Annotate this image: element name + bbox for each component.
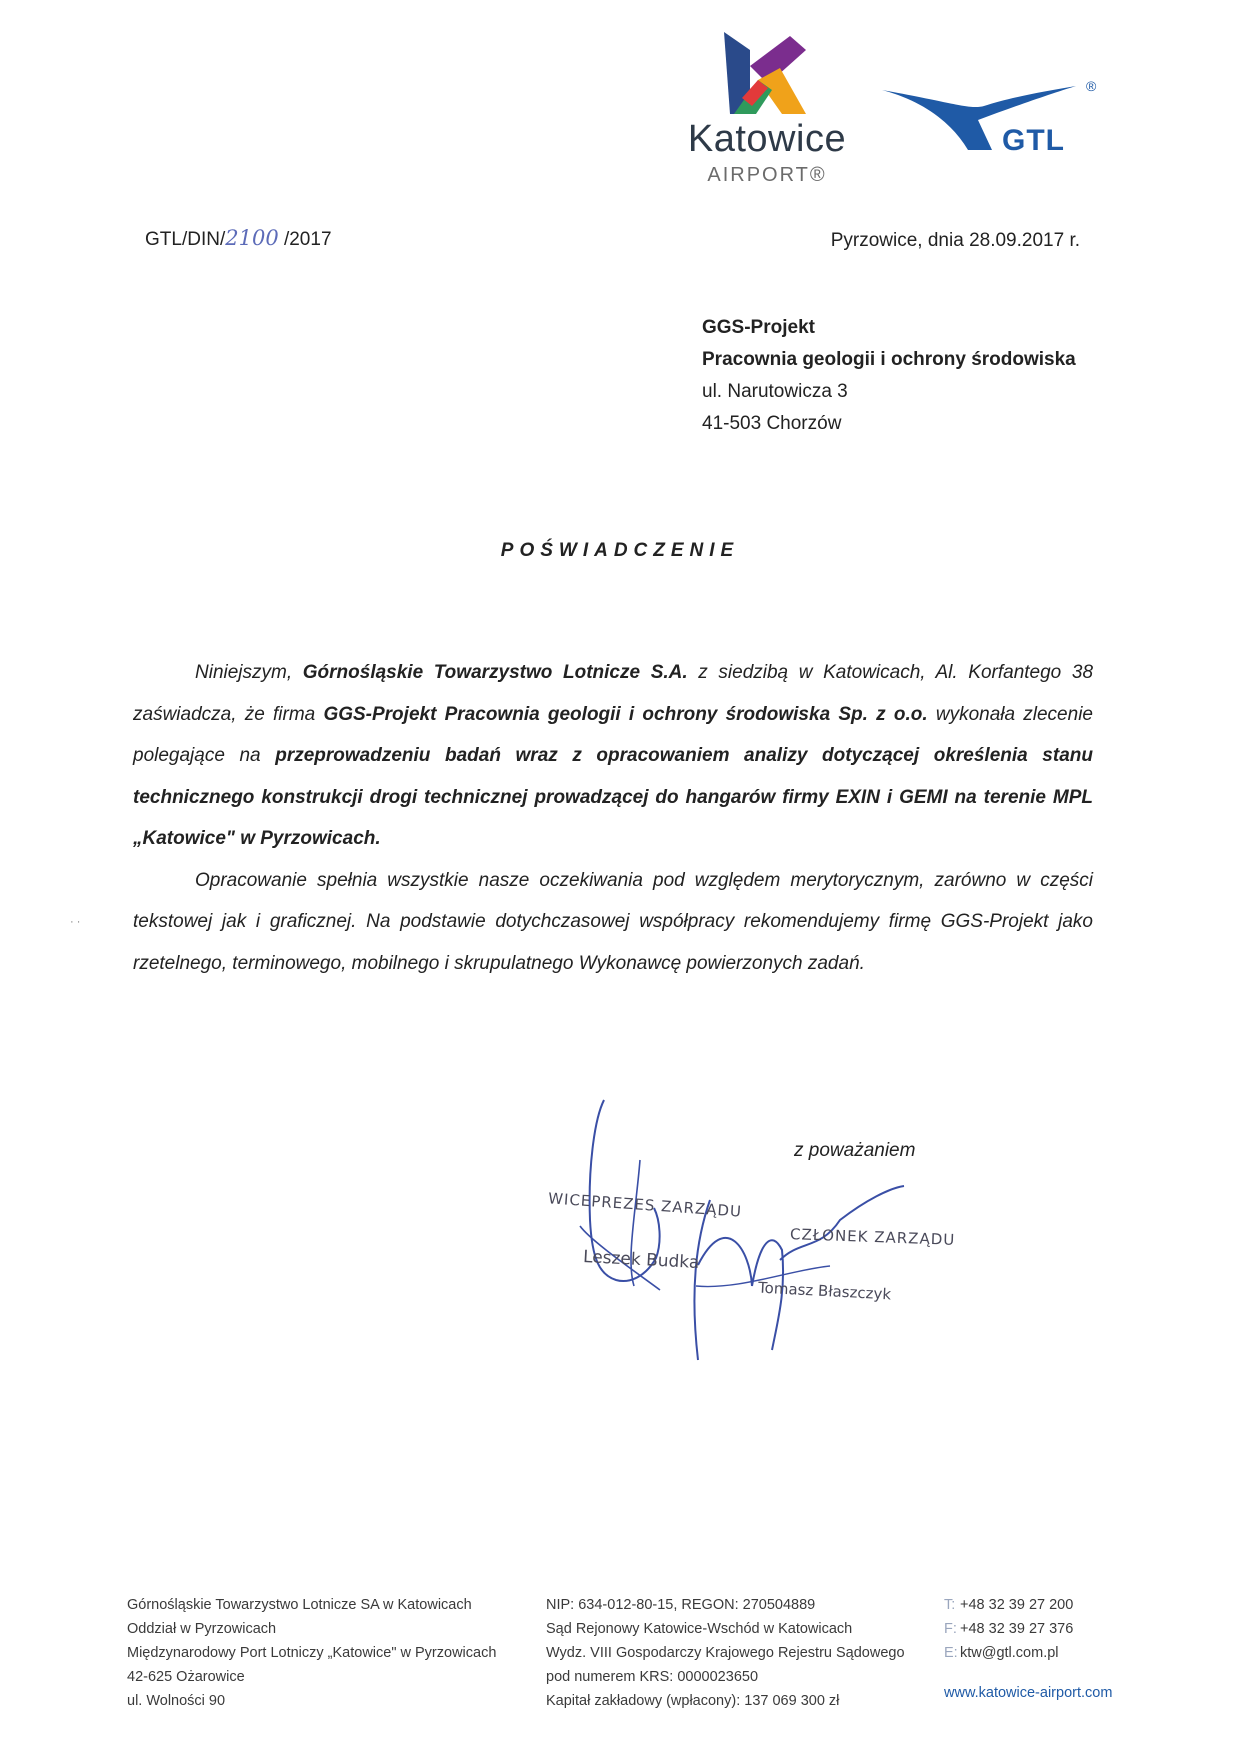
reference-prefix: GTL/DIN/ xyxy=(145,229,226,250)
p1-bold-scope: przeprowadzeniu badań wraz z opracowaniem analizy dotyczącej określenia stanu technicznego konstrukcji drogi technicznej prowadzącej do hangarów firmy EXIN i GEMI na terenie MPL „Katowice" w Pyrzowicach. xyxy=(133,745,1093,849)
footer-email xyxy=(944,1641,1112,1665)
reference-suffix: /2017 xyxy=(278,229,332,250)
recipient-street: ul. Narutowicza 3 xyxy=(702,381,848,402)
phone-number: +48 32 39 27 200 xyxy=(960,1597,1074,1613)
footer-airport: Międzynarodowy Port Lotniczy „Katowice" w Pyrzowicach xyxy=(127,1645,497,1661)
footer-street: ul. Wolności 90 xyxy=(127,1693,226,1709)
stamp-left-name: Leszek Budka xyxy=(582,1246,700,1274)
letter-body xyxy=(133,652,1093,984)
stamp-right-title: CZŁONEK ZARZĄDU xyxy=(789,1225,956,1249)
footer-company-info xyxy=(127,1593,496,1713)
footer-capital: Kapitał zakładowy (wpłacony): 137 069 300 zł xyxy=(546,1693,840,1709)
handwritten-signatures xyxy=(520,1090,1040,1390)
gtl-logo xyxy=(880,80,1100,160)
closing-regards: z poważaniem xyxy=(794,1140,916,1161)
email-label: E: xyxy=(944,1645,958,1661)
fax-number: +48 32 39 27 376 xyxy=(960,1621,1074,1637)
recipient-address xyxy=(702,312,1076,440)
footer-postcode: 42-625 Ożarowice xyxy=(127,1669,245,1685)
katowice-airport-logo xyxy=(672,28,862,188)
recipient-company: GGS-Projekt xyxy=(702,317,815,338)
recipient-city: 41-503 Chorzów xyxy=(702,413,842,434)
email-address[interactable]: ktw@gtl.com.pl xyxy=(960,1645,1059,1661)
reference-handwritten-number: 2100 xyxy=(225,226,279,250)
katowice-logo-subtitle: AIRPORT® xyxy=(707,164,827,186)
footer-register: Wydz. VIII Gospodarczy Krajowego Rejestru Sądowego xyxy=(546,1645,905,1661)
katowice-logo-name: Katowice xyxy=(687,118,847,160)
footer-branch: Oddział w Pyrzowicach xyxy=(127,1621,277,1637)
footer-court: Sąd Rejonowy Katowice-Wschód w Katowicach xyxy=(546,1621,853,1637)
recipient-department: Pracownia geologii i ochrony środowiska xyxy=(702,349,1076,370)
p1-text-3: wykonała zlecenie polegające na xyxy=(133,703,1093,766)
stamp-left-title: WICEPREZES ZARZĄDU xyxy=(547,1189,743,1221)
footer-contact-info xyxy=(944,1593,1112,1705)
p1-bold-company: Górnośląskie Towarzystwo Lotnicze S.A. xyxy=(302,662,688,683)
footer-phone xyxy=(944,1593,1112,1617)
p1-text-2: z siedzibą w Katowicach, Al. Korfantego 38 zaświadcza, że firma xyxy=(133,662,1094,725)
gtl-logo-name: GTL xyxy=(1002,124,1065,157)
p1-bold-contractor: GGS-Projekt Pracownia geologii i ochrony środowiska Sp. z o.o. xyxy=(323,703,928,725)
stamp-right-name: Tomasz Błaszczyk xyxy=(757,1278,892,1304)
p1-text-1: Niniejszym, xyxy=(195,662,303,683)
footer-nip-regon: NIP: 634-012-80-15, REGON: 270504889 xyxy=(546,1597,816,1613)
stray-mark: · · xyxy=(70,916,81,928)
website-link[interactable]: www.katowice-airport.com xyxy=(944,1685,1113,1701)
fax-label: F: xyxy=(944,1621,957,1637)
reference-number xyxy=(145,226,332,251)
paragraph-1 xyxy=(133,652,1093,860)
footer-company-name: Górnośląskie Towarzystwo Lotnicze SA w Katowicach xyxy=(127,1597,472,1613)
registered-mark: ® xyxy=(1086,78,1097,94)
paragraph-2: Opracowanie spełnia wszystkie nasze oczekiwania pod względem merytorycznym, zarówno w części tekstowej jak i graficznej. Na podstawie dotychczasowej współpracy rekomendujemy firmę GGS-Projekt jako rzetelnego, terminowego, mobilnego i skrupulatnego Wykonawcę powierzonych zadań. xyxy=(133,869,1093,974)
katowice-k-icon xyxy=(672,28,862,118)
footer-registration-info xyxy=(546,1593,905,1713)
letter-date: Pyrzowice, dnia 28.09.2017 r. xyxy=(830,230,1080,251)
document-title: POŚWIADCZENIE xyxy=(500,540,740,561)
footer-krs: pod numerem KRS: 0000023650 xyxy=(546,1669,759,1685)
footer-fax xyxy=(944,1617,1112,1641)
phone-label: T: xyxy=(944,1597,956,1613)
